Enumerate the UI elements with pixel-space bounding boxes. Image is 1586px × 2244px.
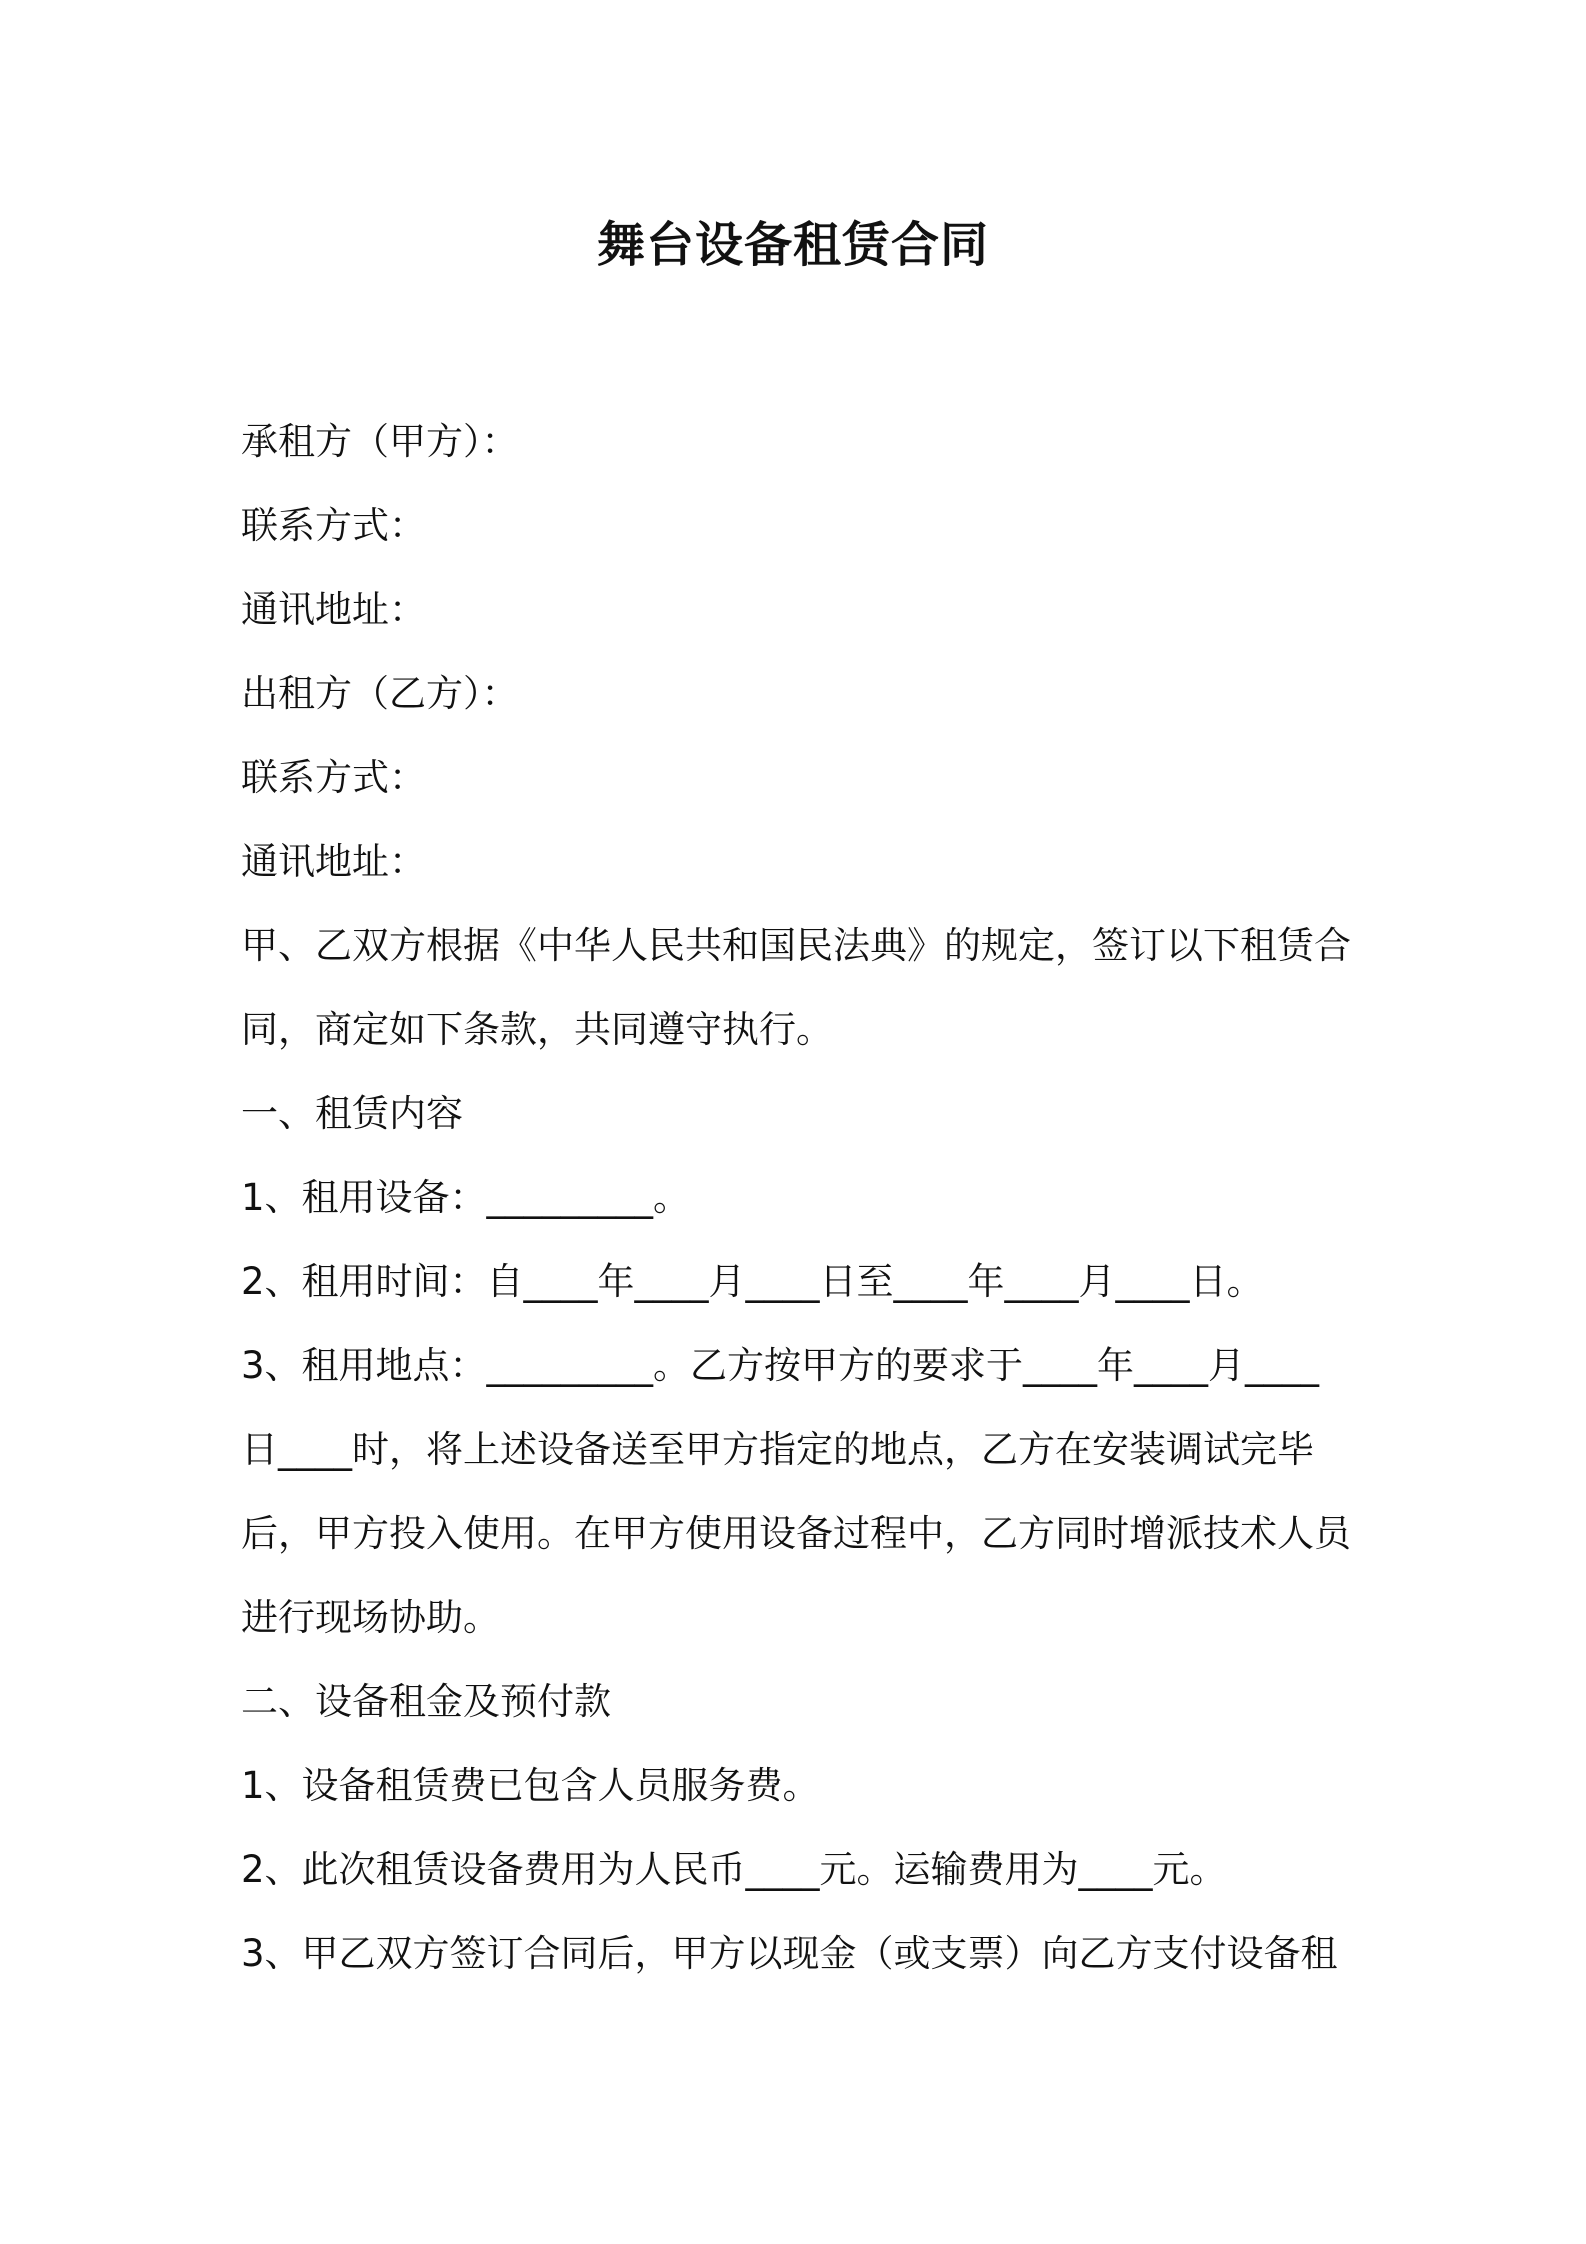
section-heading-lease-content: 一、租赁内容 [241,1092,463,1135]
clause-service-fee: 1、设备租赁费已包含人员服务费。 [241,1764,820,1807]
clause-rental-period: 2、租用时间：自____年____月____日至____年____月____日。 [241,1260,1264,1303]
paragraph-line: 后，甲方投入使用。在甲方使用设备过程中，乙方同时增派技术人员 [241,1512,1351,1555]
lessor-address-label: 通讯地址： [241,840,426,883]
lessor-contact-label: 联系方式： [241,756,426,799]
document-title: 舞台设备租赁合同 [596,217,989,273]
clause-rental-location [241,1324,1361,1660]
paragraph-line: 进行现场协助。 [241,1596,500,1639]
paragraph-line: 同，商定如下条款，共同遵守执行。 [241,1008,833,1051]
lessor-label: 出租方（乙方）： [241,672,519,715]
preamble-paragraph [241,904,1361,1072]
paragraph-line: 3、租用地点：_________。乙方按甲方的要求于____年____月____ [241,1344,1320,1387]
clause-rental-cost: 2、此次租赁设备费用为人民币____元。运输费用为____元。 [241,1848,1227,1891]
contract-body [241,400,1361,1996]
clause-payment: 3、甲乙双方签订合同后，甲方以现金（或支票）向乙方支付设备租 [241,1932,1338,1975]
lessee-contact-label: 联系方式： [241,504,426,547]
paragraph-line: 日____时，将上述设备送至甲方指定的地点，乙方在安装调试完毕 [241,1428,1314,1471]
section-heading-rent-deposit: 二、设备租金及预付款 [241,1680,611,1723]
lessee-label: 承租方（甲方）： [241,420,519,463]
lessee-address-label: 通讯地址： [241,588,426,631]
paragraph-line: 甲、乙双方根据《中华人民共和国民法典》的规定，签订以下租赁合 [241,924,1351,967]
clause-rented-equipment: 1、租用设备：_________。 [241,1176,691,1219]
